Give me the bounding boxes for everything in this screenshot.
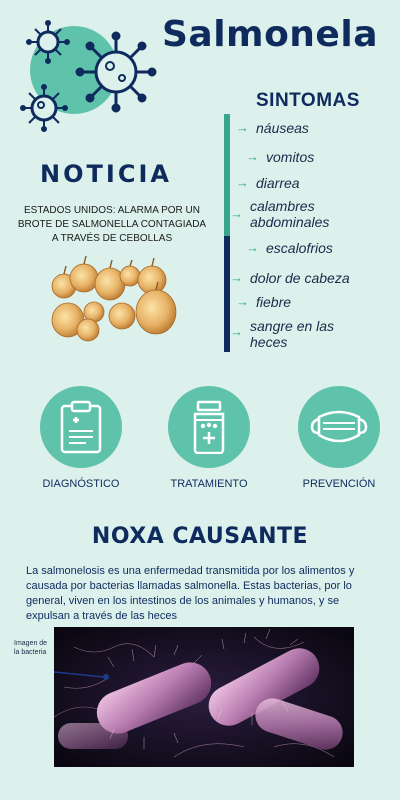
list-item: → sangre en las heces: [230, 318, 335, 350]
bacteria-image-label: Imagen de la bacteria: [14, 640, 48, 656]
list-item: → dolor de cabeza: [230, 270, 350, 286]
prevencion-label: PREVENCIÓN: [302, 478, 376, 490]
list-item: → náuseas: [236, 120, 309, 136]
onions-image: [48, 256, 180, 346]
arrow-right-icon: →: [230, 270, 243, 285]
arrow-right-icon: →: [230, 206, 243, 221]
list-item: → fiebre: [236, 294, 292, 310]
noticia-heading: NOTICIA: [40, 160, 172, 188]
list-item: → calambres abdominales: [230, 198, 330, 230]
arrow-right-icon: →: [246, 149, 259, 164]
virus-icon: [14, 16, 164, 134]
list-item: → escalofrios: [246, 240, 333, 256]
arrow-right-icon: →: [236, 294, 249, 309]
clipboard-icon: [58, 400, 104, 454]
diagnostico-label: DIAGNÓSTICO: [42, 478, 120, 490]
page-title: Salmonela: [162, 14, 378, 55]
diagnostico-circle: [40, 386, 122, 468]
arrow-right-icon: →: [246, 240, 259, 255]
noticia-text: ESTADOS UNIDOS: ALARMA POR UN BROTE DE SALMONELLA CONTAGIADA A TRAVÉS DE CEBOLLAS: [17, 205, 207, 244]
tratamiento-label: TRATAMIENTO: [170, 478, 248, 490]
tratamiento-circle: [168, 386, 250, 468]
arrow-right-icon: →: [236, 175, 249, 190]
noxa-text: La salmonelosis es una enfermedad transmitida por los alimentos y causada por bacterias llamadas salmonella. Estas bacterias, por lo general, viven en los intestinos de los animales y humanos, y se expulsan a través de las heces: [26, 565, 355, 622]
arrow-right-icon: →: [236, 120, 249, 135]
list-item: → vomitos: [246, 149, 315, 165]
bacteria-image: [54, 627, 354, 767]
noxa-heading: NOXA CAUSANTE: [91, 524, 309, 549]
medicine-jar-icon: [189, 400, 229, 454]
arrow-right-icon: →: [230, 324, 243, 339]
list-item: → diarrea: [236, 175, 300, 191]
prevencion-circle: [298, 386, 380, 468]
face-mask-icon: [309, 405, 369, 449]
sintomas-heading: SINTOMAS: [256, 90, 360, 111]
